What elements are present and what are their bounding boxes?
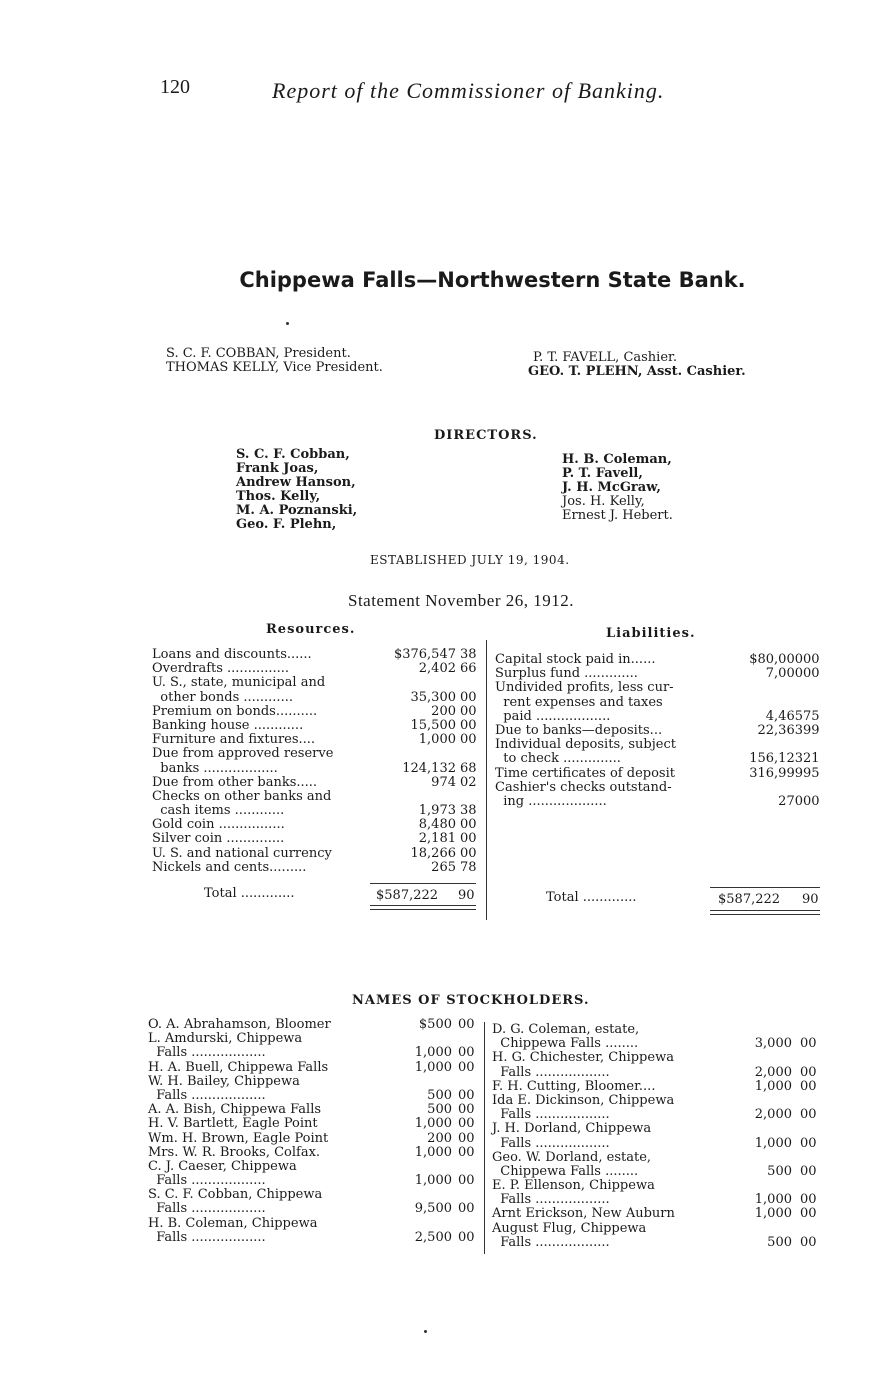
- table-row: [152, 762, 482, 776]
- table-row: [152, 691, 482, 705]
- stockholder-amount: 1,000: [754, 1192, 792, 1208]
- row-cents: 00: [803, 666, 820, 682]
- row-amount: 316,999: [749, 765, 803, 781]
- total-rule: [370, 883, 476, 884]
- list-item: [492, 1066, 822, 1080]
- stockholder-name: Falls ..................: [148, 1087, 266, 1103]
- stockholder-name: D. G. Coleman, estate,: [492, 1022, 640, 1037]
- stockholder-cents: 00: [800, 1107, 817, 1123]
- table-row: [152, 747, 482, 761]
- stockholder-name: Chippewa Falls ........: [492, 1036, 639, 1052]
- stockholder-name: E. P. Ellenson, Chippewa: [492, 1178, 655, 1194]
- stockholder-amount: 9,500: [414, 1201, 452, 1217]
- row-label: U. S., state, municipal and: [152, 675, 326, 691]
- row-amount: 22,363: [757, 722, 803, 738]
- list-item: [148, 1160, 478, 1174]
- row-label: U. S. and national currency: [152, 845, 332, 861]
- table-row: [495, 781, 825, 795]
- row-label: Gold coin ................: [152, 817, 285, 833]
- row-amount: 8,480: [418, 817, 456, 833]
- table-row: [152, 648, 482, 662]
- row-label: Loans and discounts......: [152, 647, 312, 662]
- list-item: [148, 1046, 478, 1060]
- row-label: Furniture and fixtures....: [152, 732, 316, 748]
- table-row: [495, 724, 825, 738]
- double-rule: [370, 905, 476, 906]
- row-label: Overdrafts ...............: [152, 661, 290, 677]
- table-row: [495, 795, 825, 809]
- stockholder-amount: 1,000: [414, 1173, 452, 1189]
- stockholder-amount: 200: [427, 1130, 452, 1146]
- table-row: [152, 804, 482, 818]
- row-label: Capital stock paid in......: [495, 652, 656, 667]
- stockholder-name: Ida E. Dickinson, Chippewa: [492, 1092, 675, 1108]
- stockholder-cents: 00: [458, 1130, 475, 1146]
- list-item: [492, 1151, 822, 1165]
- row-amount: 15,500: [410, 717, 456, 733]
- table-row: [152, 719, 482, 733]
- row-label: Due from other banks.....: [152, 774, 318, 790]
- row-label: Due from approved reserve: [152, 746, 334, 762]
- directors-right: [562, 453, 673, 523]
- table-row: [152, 818, 482, 832]
- table-row: [152, 705, 482, 719]
- established-date: ESTABLISHED JULY 19, 1904.: [370, 553, 570, 567]
- stockholder-cents: 00: [458, 1144, 475, 1160]
- list-item: [148, 1202, 478, 1216]
- stockholder-cents: 00: [800, 1192, 817, 1208]
- list-item: [148, 1217, 478, 1231]
- stockholder-name: A. A. Bish, Chippewa Falls: [148, 1102, 322, 1118]
- stockholder-amount: $500: [418, 1017, 452, 1032]
- list-item: [148, 1117, 478, 1131]
- stockholder-amount: 500: [767, 1234, 792, 1250]
- row-cents: 00: [803, 652, 820, 667]
- officer-cashier: P. T. FAVELL, Cashier.: [533, 350, 677, 365]
- stockholder-amount: 2,500: [414, 1229, 452, 1245]
- row-cents: 00: [460, 831, 477, 847]
- row-amount: 1,000: [418, 732, 456, 748]
- stockholder-name: Falls ..................: [492, 1192, 610, 1208]
- row-amount: 265: [431, 859, 456, 875]
- stockholder-name: Chippewa Falls ........: [492, 1163, 639, 1179]
- column-divider: [486, 640, 487, 920]
- stockholder-cents: 00: [800, 1078, 817, 1094]
- row-label: banks ..................: [152, 760, 278, 776]
- table-row: [152, 662, 482, 676]
- stockholder-cents: 00: [800, 1163, 817, 1179]
- row-label: Undivided profits, less cur-: [495, 680, 674, 696]
- double-rule: [370, 909, 476, 910]
- stockholder-name: August Flug, Chippewa: [492, 1220, 647, 1236]
- table-row: [152, 847, 482, 861]
- row-amount: 1,973: [418, 803, 456, 819]
- list-item: [492, 1193, 822, 1207]
- row-amount: 4,465: [765, 708, 803, 724]
- stockholder-amount: 3,000: [754, 1036, 792, 1052]
- double-rule: [710, 910, 820, 911]
- table-row: [152, 676, 482, 690]
- row-amount: 124,132: [402, 760, 456, 776]
- row-amount: 200: [431, 703, 456, 719]
- list-item: [148, 1018, 478, 1032]
- list-item: [492, 1080, 822, 1094]
- stockholder-cents: 00: [458, 1201, 475, 1217]
- stockholder-name: Mrs. W. R. Brooks, Colfax.: [148, 1144, 321, 1160]
- list-item: [148, 1146, 478, 1160]
- stockholder-cents: 00: [800, 1064, 817, 1080]
- stockholder-cents: 00: [800, 1036, 817, 1052]
- decorative-dot: [286, 322, 289, 325]
- row-label: ing ...................: [495, 793, 607, 809]
- director-name: Andrew Hanson,: [236, 475, 356, 490]
- resources-heading: Resources.: [266, 622, 356, 637]
- stockholder-amount: 1,000: [414, 1144, 452, 1160]
- list-item: [492, 1222, 822, 1236]
- stockholder-name: W. H. Bailey, Chippewa: [148, 1073, 300, 1089]
- table-row: [495, 767, 825, 781]
- stockholder-cents: 00: [458, 1045, 475, 1061]
- stockholder-cents: 00: [458, 1173, 475, 1189]
- table-row: [495, 653, 825, 667]
- list-item: [492, 1122, 822, 1136]
- row-cents: 00: [460, 817, 477, 833]
- stockholder-name: J. H. Dorland, Chippewa: [492, 1121, 652, 1137]
- list-item: [492, 1023, 822, 1037]
- stockholder-name: H. V. Bartlett, Eagle Point: [148, 1116, 318, 1132]
- table-row: [495, 752, 825, 766]
- table-row: [152, 733, 482, 747]
- stockholder-name: H. B. Coleman, Chippewa: [148, 1215, 318, 1231]
- list-item: [148, 1231, 478, 1245]
- stockholder-name: L. Amdurski, Chippewa: [148, 1031, 303, 1047]
- stockholder-cents: 00: [458, 1116, 475, 1132]
- row-cents: 38: [460, 647, 477, 662]
- officer-president: S. C. F. COBBAN, President.: [166, 346, 351, 361]
- stockholder-amount: 500: [427, 1102, 452, 1118]
- row-cents: 75: [803, 708, 820, 724]
- total-rule: [710, 887, 820, 888]
- decorative-dot: [424, 1330, 427, 1333]
- liabilities-table: [495, 653, 825, 809]
- stockholder-name: Arnt Erickson, New Auburn: [492, 1206, 675, 1222]
- row-amount: $80,000: [749, 652, 803, 667]
- row-cents: 00: [803, 793, 820, 809]
- row-cents: 00: [460, 703, 477, 719]
- stockholder-amount: 1,000: [414, 1059, 452, 1075]
- row-cents: 00: [460, 845, 477, 861]
- stockholder-cents: 00: [458, 1059, 475, 1075]
- row-label: Time certificates of deposit: [495, 765, 675, 781]
- table-row: [152, 776, 482, 790]
- list-item: [148, 1174, 478, 1188]
- stockholder-amount: 1,000: [754, 1078, 792, 1094]
- list-item: [492, 1094, 822, 1108]
- resources-total-label: Total .............: [204, 886, 295, 901]
- row-label: to check ..............: [495, 751, 621, 767]
- stockholder-name: Falls ..................: [492, 1107, 610, 1123]
- row-label: Surplus fund .............: [495, 666, 638, 682]
- row-label: Checks on other banks and: [152, 788, 332, 804]
- row-cents: 21: [803, 751, 820, 767]
- stockholder-amount: 2,000: [754, 1107, 792, 1123]
- list-item: [492, 1236, 822, 1250]
- stockholder-amount: 1,000: [414, 1045, 452, 1061]
- row-amount: 18,266: [410, 845, 456, 861]
- row-label: Silver coin ..............: [152, 831, 285, 847]
- stockholder-amount: 1,000: [414, 1116, 452, 1132]
- officer-asst-cashier: GEO. T. PLEHN, Asst. Cashier.: [528, 364, 746, 379]
- stockholder-amount: 1,000: [754, 1206, 792, 1222]
- liabilities-heading: Liabilities.: [606, 626, 696, 641]
- officer-vice-president: THOMAS KELLY, Vice President.: [166, 360, 383, 375]
- stockholder-name: Falls ..................: [492, 1064, 610, 1080]
- stockholder-name: Falls ..................: [148, 1045, 266, 1061]
- column-divider: [484, 1022, 485, 1254]
- director-name: Jos. H. Kelly,: [562, 494, 645, 509]
- row-amount: $376,547: [393, 647, 456, 662]
- stockholder-name: O. A. Abrahamson, Bloomer: [148, 1017, 331, 1032]
- row-cents: 00: [460, 717, 477, 733]
- row-label: Cashier's checks outstand-: [495, 779, 672, 795]
- row-label: Nickels and cents.........: [152, 859, 307, 875]
- list-item: [148, 1103, 478, 1117]
- row-cents: 68: [460, 760, 477, 776]
- stockholder-name: H. A. Buell, Chippewa Falls: [148, 1059, 329, 1075]
- stockholder-cents: 00: [800, 1234, 817, 1250]
- liabilities-total-amount: $587,222: [718, 892, 781, 907]
- statement-title: Statement November 26, 1912.: [348, 591, 574, 610]
- table-row: [495, 710, 825, 724]
- row-amount: 974: [431, 774, 456, 790]
- resources-table: [152, 648, 482, 875]
- row-cents: 02: [460, 774, 477, 790]
- row-cents: 00: [460, 689, 477, 705]
- row-label: other bonds ............: [152, 689, 293, 705]
- director-name: Thos. Kelly,: [236, 489, 321, 504]
- stockholder-name: Falls ..................: [148, 1201, 266, 1217]
- resources-total-amount: $587,222: [376, 888, 439, 903]
- stockholder-name: Geo. W. Dorland, estate,: [492, 1149, 652, 1165]
- liabilities-total-label: Total .............: [546, 890, 637, 905]
- row-amount: 2,402: [418, 661, 456, 677]
- stockholder-cents: 00: [458, 1087, 475, 1103]
- table-row: [495, 696, 825, 710]
- stockholder-name: C. J. Caeser, Chippewa: [148, 1158, 297, 1174]
- resources-total-cents: 90: [458, 888, 475, 903]
- director-name: M. A. Poznanski,: [236, 503, 358, 518]
- row-label: Due to banks—deposits...: [495, 722, 663, 738]
- row-label: Premium on bonds..........: [152, 703, 318, 719]
- row-amount: 35,300: [410, 689, 456, 705]
- director-name: Geo. F. Plehn,: [236, 517, 337, 532]
- stockholder-name: F. H. Cutting, Bloomer....: [492, 1078, 656, 1094]
- list-item: [492, 1051, 822, 1065]
- row-cents: 66: [460, 661, 477, 677]
- stockholder-amount: 500: [767, 1163, 792, 1179]
- row-amount: 270: [778, 793, 803, 809]
- stockholder-name: Falls ..................: [492, 1135, 610, 1151]
- stockholder-cents: 00: [458, 1229, 475, 1245]
- list-item: [492, 1137, 822, 1151]
- table-row: [152, 861, 482, 875]
- stockholder-name: Falls ..................: [148, 1173, 266, 1189]
- list-item: [148, 1188, 478, 1202]
- row-label: Individual deposits, subject: [495, 737, 676, 753]
- row-label: paid ..................: [495, 708, 611, 724]
- stockholder-cents: 00: [800, 1135, 817, 1151]
- liabilities-total-cents: 90: [802, 892, 819, 907]
- row-label: cash items ............: [152, 803, 285, 819]
- list-item: [492, 1037, 822, 1051]
- running-title: Report of the Commissioner of Banking.: [272, 78, 665, 103]
- list-item: [492, 1165, 822, 1179]
- stockholder-name: Falls ..................: [148, 1229, 266, 1245]
- stockholder-cents: 00: [458, 1102, 475, 1118]
- director-name: J. H. McGraw,: [562, 480, 661, 495]
- stockholder-name: Wm. H. Brown, Eagle Point: [148, 1130, 329, 1146]
- list-item: [148, 1075, 478, 1089]
- double-rule: [710, 914, 820, 915]
- row-amount: 7,000: [765, 666, 803, 682]
- list-item: [148, 1132, 478, 1146]
- table-row: [152, 832, 482, 846]
- row-amount: 2,181: [418, 831, 456, 847]
- table-row: [495, 681, 825, 695]
- stockholder-cents: 00: [800, 1206, 817, 1222]
- stockholder-name: S. C. F. Cobban, Chippewa: [148, 1187, 323, 1203]
- list-item: [492, 1108, 822, 1122]
- stockholder-name: H. G. Chichester, Chippewa: [492, 1050, 674, 1066]
- director-name: P. T. Favell,: [562, 466, 643, 481]
- page-number: 120: [160, 76, 190, 98]
- stockholders-heading: NAMES OF STOCKHOLDERS.: [352, 993, 590, 1008]
- stockholder-amount: 2,000: [754, 1064, 792, 1080]
- list-item: [148, 1061, 478, 1075]
- list-item: [492, 1179, 822, 1193]
- table-row: [152, 790, 482, 804]
- list-item: [492, 1207, 822, 1221]
- stockholder-amount: 1,000: [754, 1135, 792, 1151]
- stockholder-name: Falls ..................: [492, 1234, 610, 1250]
- row-cents: 78: [460, 859, 477, 875]
- list-item: [148, 1089, 478, 1103]
- row-label: Banking house ............: [152, 717, 304, 733]
- officers-left: [166, 347, 383, 375]
- bank-title: Chippewa Falls—Northwestern State Bank.: [239, 268, 746, 292]
- director-name: S. C. F. Cobban,: [236, 447, 350, 462]
- stockholder-amount: 500: [427, 1087, 452, 1103]
- row-cents: 99: [803, 722, 820, 738]
- table-row: [495, 667, 825, 681]
- director-name: Ernest J. Hebert.: [562, 508, 673, 523]
- stockholder-cents: 00: [458, 1017, 475, 1032]
- table-row: [495, 738, 825, 752]
- stockholders-right: [492, 1023, 822, 1250]
- directors-heading: DIRECTORS.: [434, 428, 538, 443]
- row-cents: 38: [460, 803, 477, 819]
- row-cents: 00: [460, 732, 477, 748]
- stockholders-left: [148, 1018, 478, 1245]
- row-label: rent expenses and taxes: [495, 694, 663, 710]
- officers-right: [528, 351, 746, 379]
- director-name: Frank Joas,: [236, 461, 319, 476]
- director-name: H. B. Coleman,: [562, 452, 672, 467]
- directors-left: [236, 448, 357, 532]
- list-item: [148, 1032, 478, 1046]
- row-cents: 95: [803, 765, 820, 781]
- row-amount: 156,123: [749, 751, 803, 767]
